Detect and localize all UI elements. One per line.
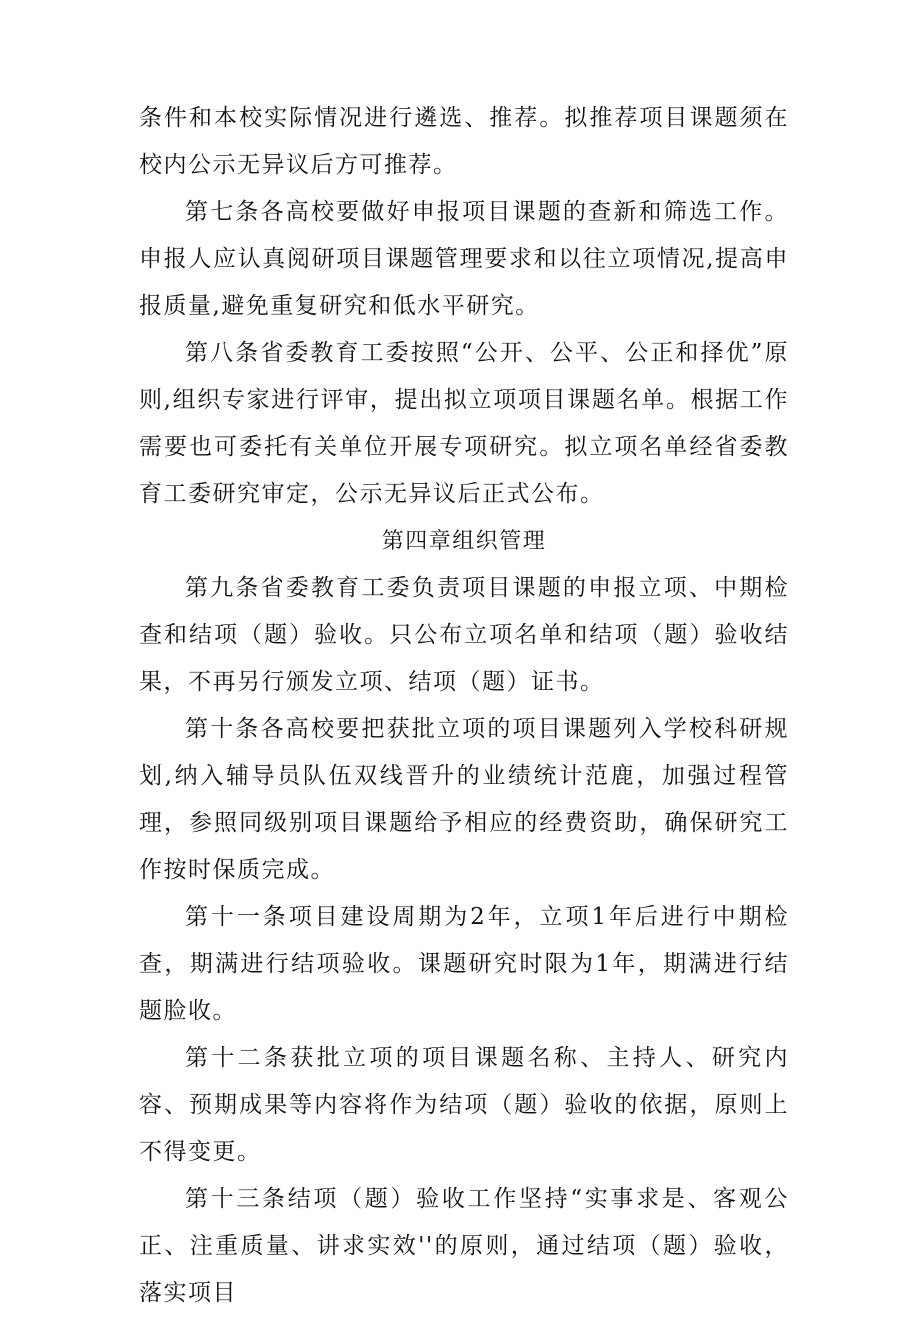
document-body xyxy=(139,95,789,1317)
paragraph-article-13: 第十三条结项（题）验收工作坚持“实事求是、客观公正、注重质量、讲求实效''的原则，通过结项（题）验收，落实项目 xyxy=(139,1186,789,1306)
chapter-heading: 第四章组织管理 xyxy=(381,529,547,554)
paragraph-article-9: 第九条省委教育工委负责项目课题的申报立项、中期检查和结项（题）验收。只公布立项名单和结项（题）验收结果，不再另行颁发立项、结项（题）证书。 xyxy=(139,575,789,695)
paragraph-article-10: 第十条各高校要把获批立项的项目课题列入学校科研规划,纳入辅导员队伍双线晋升的业绩统计范鹿，加强过程管理，参照同级别项目课题给予相应的经费资助，确保研究工作按时保质完成。 xyxy=(139,716,789,883)
paragraph-article-7: 第七条各高校要做好申报项目课题的查新和筛选工作。申报人应认真阅研项目课题管理要求和以往立项情况,提高申报质量,避免重复研究和低水平研究。 xyxy=(139,199,789,319)
paragraph-article-12: 第十二条获批立项的项目课题名称、主持人、研究内容、预期成果等内容将作为结项（题）验收的依据，原则上不得变更。 xyxy=(139,1045,789,1165)
paragraph-continuation: 条件和本校实际情况进行遴选、推荐。拟推荐项目课题须在校内公示无异议后方可推荐。 xyxy=(139,105,789,178)
paragraph-article-11: 第十一条项目建设周期为2年，立项1年后进行中期检查，期满进行结项验收。课题研究时限为1年，期满进行结题脸收。 xyxy=(139,904,789,1024)
paragraph-article-8: 第八条省委教育工委按照“公开、公平、公正和择优”原则,组织专家进行评审，提出拟立项项目课题名单。根据工作需要也可委托有关单位开展专项研究。拟立项名单经省委教育工委研究审定，公示无异议后正式公布。 xyxy=(139,340,789,507)
